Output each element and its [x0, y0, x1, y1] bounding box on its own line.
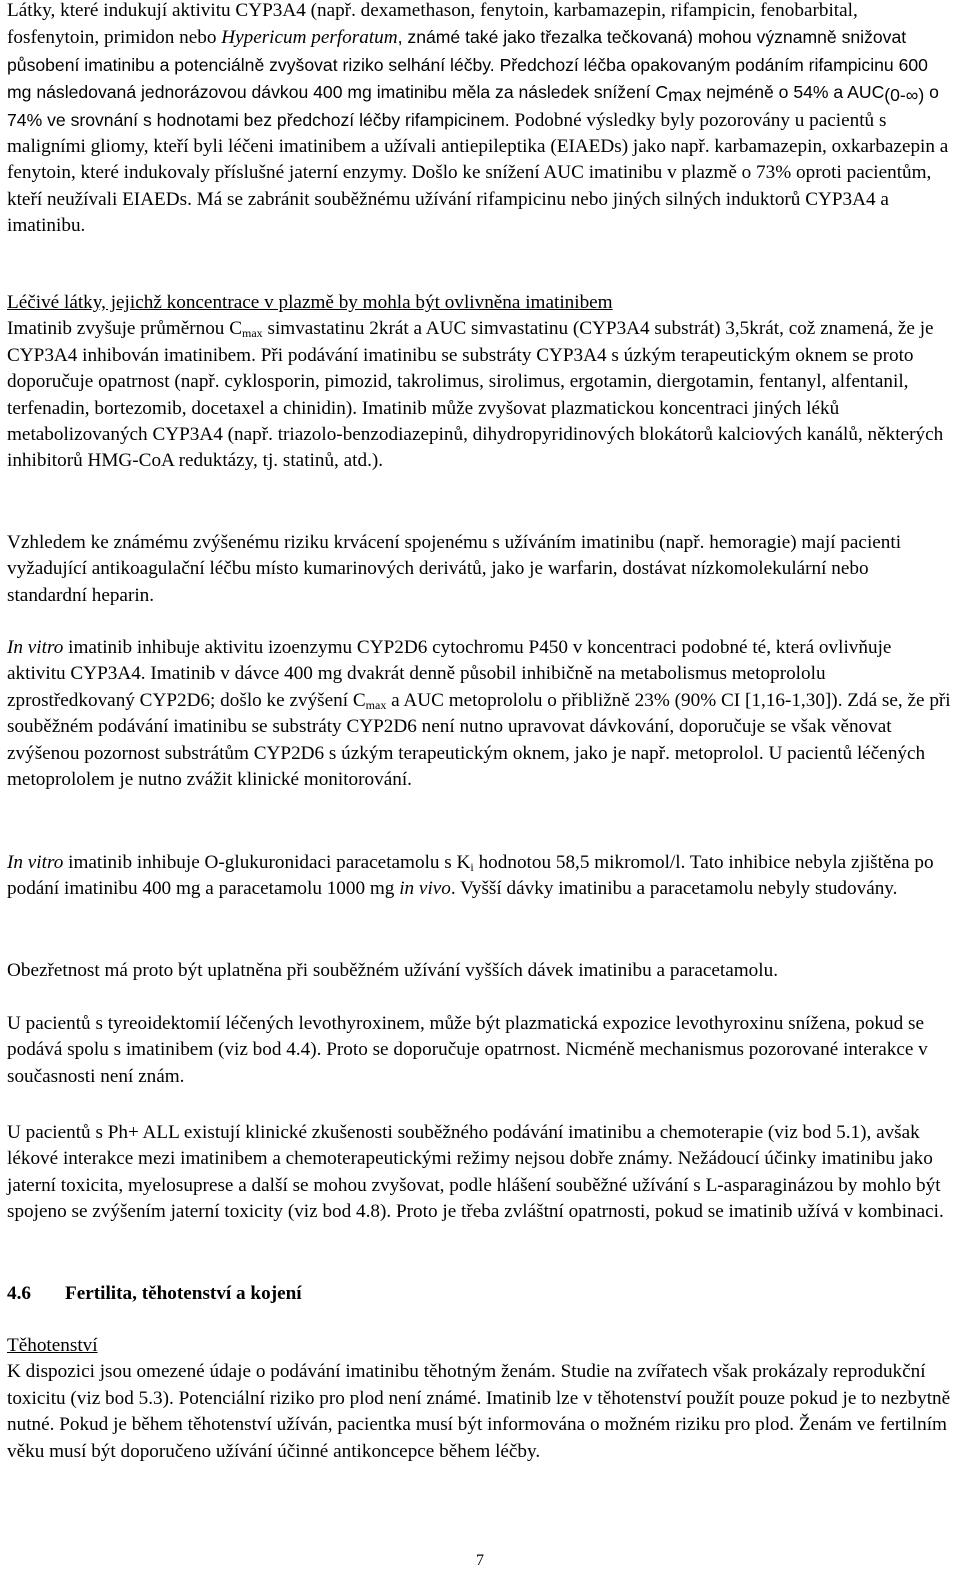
paragraph-affected-substances: [7, 290, 953, 475]
paragraph-paracetamol: [7, 850, 953, 903]
subscript-max: max: [242, 326, 263, 341]
text-run: Imatinib zvyšuje průměrnou C: [7, 318, 243, 340]
subheading-pregnancy: Těhotenství: [7, 1335, 98, 1356]
paragraph-body: [7, 316, 953, 474]
italic-in-vivo: in vivo: [399, 878, 451, 900]
page-number: 7: [476, 1552, 484, 1569]
italic-in-vitro: In vitro: [7, 852, 64, 873]
text-run: hodnotou 58,5 mikromol/l. Tato inhibice nebyla zjištěna po podání imatinibu 400 mg a paracetamolu 1000 mg: [7, 852, 934, 900]
text-run: . Vyšší dávky imatinibu a paracetamolu nebyly studovány.: [450, 878, 898, 900]
section-number: 4.6: [7, 1283, 31, 1304]
text-run: Podobné výsledky byly pozorovány u pacientů s maligními gliomy, kteří byli léčeni imatinibem a užívali antiepileptika (EIAEDs) jako např. karbamazepin, oxkarbazepin a fenytoin, které indukovaly příslušné jaterní enzymy. Došlo ke snížení AUC imatinibu v plazmě o 73% oproti pacientům, kteří neužívali EIAEDs. Má se zabránit souběžnému užívání rifampicinu nebo jiných silných induktorů CYP3A4 a imatinibu.: [7, 109, 949, 237]
text-run: a AUC metoprololu o přibližně 23% (90% CI [1,16-1,30]). Zdá se, že při souběžném podávání imatinibu se substráty CYP2D6 není nutno upravovat dávkování, doporučuje se však věnovat zvýšenou pozornost substrátům CYP2D6 s úzkým terapeutickým oknem, jako je např. metoprolol. U pacientů léčených metoprololem je nutno zvážit klinické monitorování.: [7, 689, 951, 791]
italic-in-vitro: In vitro: [7, 637, 64, 658]
text-run: simvastatinu 2krát a AUC simvastatinu (CYP3A4 substrát) 3,5krát, což znamená, že je CYP3A4 inhibován imatinibem. Při podávání imatinibu se substráty CYP3A4 s úzkým terapeutickým oknem se proto doporučuje opatrnost (např. cyklosporin, pimozid, takrolimus, sirolimus, ergotamin, diergotamin, fentanyl, alfentanil, terfenadin, bortezomib, docetaxel a chinidin). Imatinib může zvyšovat plazmatickou koncentraci jiných léků metabolizovaných CYP3A4 (např. triazolo-benzodiazepinů, dihydropyridinových blokátorů kalciových kanálů, některých inhibitorů HMG-CoA reduktázy, tj. statinů, atd.).: [7, 318, 944, 472]
text-run: o 74% ve srovnání s hodnotami bez předchozí léčby rifampicinem.: [7, 82, 939, 130]
paragraph-levothyroxine: U pacientů s tyreoidektomií léčených levothyroxinem, může být plazmatická expozice levothyroxinu snížena, pokud se podává spolu s imatinibem (viz bod 4.4). Proto se doporučuje opatrnost. Nicméně mechanismus pozorované interakce v současnosti není znám.: [7, 1013, 928, 1087]
subscript-i: i: [470, 860, 474, 874]
text-run: nejméně o 54% a AUC: [701, 82, 885, 103]
italic-species-name: Hypericum perforatum: [221, 27, 398, 49]
text-run: imatinib inhibuje aktivitu izoenzymu CYP2D6 cytochromu P450 v koncentraci podobné té, která ovlivňuje aktivitu CYP3A4. Imatinib v dávce 400 mg dvakrát denně působil inhibičně na metabolismus metoprololu zprostředkovaný CYP2D6; došlo ke zvýšení C: [7, 637, 892, 711]
paragraph-body: K dispozici jsou omezené údaje o podávání imatinibu těhotným ženám. Studie na zvířatech však prokázaly reprodukční toxicitu (viz bod 5.3). Potenciální riziko pro plod není známé. Imatinib lze v těhotenství použít pouze pokud je to nezbytně nutné. Pokud je během těhotenství užíván, pacientka musí být informována o možném riziku pro plod. Ženám ve fertilním věku musí být doporučeno užívání účinné antikoncepce během léčby.: [7, 1361, 951, 1462]
section-title: Fertilita, těhotenství a kojení: [65, 1283, 302, 1304]
paragraph-caution: Obezřetnost má proto být uplatněna při souběžném užívání vyšších dávek imatinibu a paracetamolu.: [7, 960, 778, 981]
paragraph-pregnancy: [7, 1333, 953, 1465]
subscript-max: max: [668, 85, 702, 106]
paragraph-cyp3a4-inducers: [7, 0, 953, 240]
subscript-auc-range: (0-∞): [884, 85, 925, 106]
text-run: Látky, které indukují aktivitu CYP3A4 (např. dexamethason, fenytoin, karbamazepin, rifampicin, fenobarbital, fosfenytoin, primidon nebo: [7, 0, 858, 49]
paragraph-cyp2d6: [7, 635, 953, 793]
text-run: , známé také jako třezalka tečkovaná) mohou významně snižovat působení imatinibu a potenciálně zvyšovat riziko selhání léčby. Předchozí léčba opakovaným podáním rifampicinu 600 mg následovaná jednorázovou dávkou 400 mg imatinibu měla za následek snížení C: [7, 27, 928, 103]
paragraph-ph-all: U pacientů s Ph+ ALL existují klinické zkušenosti souběžného podávání imatinibu a chemoterapie (viz bod 5.1), avšak lékové interakce mezi imatinibem a chemoterapeutickými režimy nejsou dobře známy. Nežádoucí účinky imatinibu jako jaterní toxicita, myelosuprese a další se mohou zvyšovat, podle hlášení souběžné užívání s L-asparaginázou by mohlo být spojeno se zvýšením jaterní toxicity (viz bod 4.8). Proto je třeba zvláštní opatrnosti, pokud se imatinib užívá v kombinaci.: [7, 1122, 944, 1223]
section-heading: [7, 1281, 953, 1307]
subheading-affected-substances: Léčivé látky, jejichž koncentrace v plazmě by mohla být ovlivněna imatinibem: [7, 292, 613, 313]
subscript-max: max: [365, 697, 387, 712]
text-run: imatinib inhibuje O-glukuronidaci paracetamolu s K: [63, 852, 471, 873]
paragraph-anticoagulation: Vzhledem ke známému zvýšenému riziku krvácení spojenému s užíváním imatinibu (např. hemoragie) mají pacienti vyžadující antikoagulační léčbu místo kumarinových derivátů, jako je warfarin, dostávat nízkomolekulární nebo standardní heparin.: [7, 532, 902, 606]
